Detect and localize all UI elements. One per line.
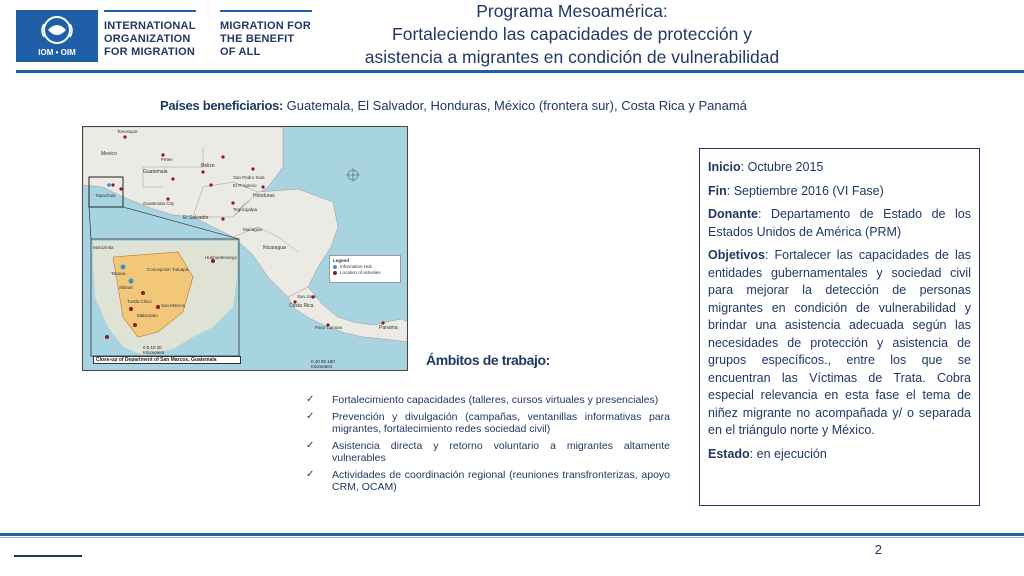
map-label-el-progreso: El Progreso [233,183,257,188]
ambitos-list [306,394,670,498]
footer-divider [0,533,1024,536]
map-label-tuxtla-chico: Tuxtla Chico [127,299,152,304]
estado: Estado: en ejecución [708,446,827,461]
map-label-san-jose: San Jose [297,294,316,299]
map-scale-main: 0 40 80 160 Kilometers [311,359,335,369]
map-label-tacana: Tacana [111,271,126,276]
hub-marker-icon [333,265,337,269]
map-scale: 0 5 10 20 Kilometers [143,345,165,355]
map-label-san-pedro-sula: San Pedro Sula [233,175,265,180]
paises-label: Países beneficiarios: [160,98,284,113]
page-number: 2 [874,542,882,557]
map-label-san-marcos: San Marcos [161,303,186,308]
map-label-panama: Panama [379,325,398,331]
org-slogan: MIGRATION FOR THE BENEFIT OF ALL [220,10,312,59]
map-label-tegucigalpa: Tegucigalpa [233,207,258,212]
map-label-tenosique: Tenosique [117,129,138,134]
inicio: Inicio: Octubre 2015 [708,160,824,174]
checkmark-icon: ✓ [306,411,315,422]
donante: Donante: Departamento de Estado de los Estados Unidos de América (PRM) [708,207,971,239]
paises-value: Guatemala, El Salvador, Honduras, México (frontera sur), Costa Rica y Panamá [283,98,747,113]
map-label-peten: Peten [161,157,173,162]
ambitos-title: Ámbitos de trabajo: [426,352,550,368]
checkmark-icon: ✓ [306,469,315,480]
objetivos: Objetivos: Fortalecer las capacidades de las entidades gubernamentales y sociedad civil para mejorar la detección de personas migrantes en condición de vulnerabilidad y brindar una asistencia adecuada según las necesidades de protección y asistencia de grupos específicos., entre los que se encuentran las Víctimas de Trata. Cobra especial relevancia en esta fase el tema de niñez migrante no acompañada y/ o separada en el triángulo norte y México. [708,248,971,437]
map-label-honduras: Honduras [253,193,275,199]
footer-mark [14,555,82,557]
list-item: ✓ Asistencia directa y retorno voluntario a migrantes altamente vulnerables [306,440,670,464]
program-info-box [699,148,980,506]
map-label-mexico: Mexico [101,151,117,157]
map-label-paso-canoas: Paso Canoas [315,325,343,330]
map-label-belize: Belize [201,163,215,169]
map-label-guatemala-city: Guatemala City [143,201,175,206]
logo-text: IOM • OIM [38,48,76,57]
header-divider [16,70,1024,73]
region-map [82,126,408,371]
map-label-malacatan: Malacatan [137,313,158,318]
slide-title: Programa Mesoamérica: Fortaleciendo las capacidades de protección y asistencia a migrantes en condición de vulnerabilidad [364,1,780,67]
checkmark-icon: ✓ [306,440,315,451]
org-name-en: INTERNATIONAL ORGANIZATION FOR MIGRATION [104,10,196,59]
map-label-sibinal: Sibinal [119,285,133,290]
map-label-guatemala: Guatemala [143,169,168,175]
map-label-tapachula: Tapachula [95,193,116,198]
list-item: ✓ Fortalecimiento capacidades (talleres, cursos virtuales y presenciales) [306,394,659,406]
fin: Fin: Septiembre 2016 (VI Fase) [708,183,884,198]
list-item: ✓ Actividades de coordinación regional (reuniones transfronterizas, apoyo CRM, OCAM) [306,469,670,493]
map-label-motozintla: Motozintla [93,245,114,250]
iom-logo [16,10,98,62]
checkmark-icon: ✓ [306,394,315,405]
map-label-concepcion: Concepcion Tutuapa [147,267,189,272]
map-legend: Legend Information Hub Location of activities [329,255,401,283]
map-label-costa-rica: Costa Rica [289,303,314,309]
map-label-huehuetenango: Huehuetenango [205,255,238,260]
map-label-nicaragua: Nicaragua [263,245,286,251]
activity-marker-icon [333,271,337,275]
list-item: ✓ Prevención y divulgación (campañas, ventanillas informativas para migrantes, fortalecimiento redes sociedad civil) [306,411,670,435]
map-label-el-salvador: El Salvador [183,215,209,221]
map-label-managua: Managua [243,227,262,232]
map-inset-caption: Close-up of Department of San Marcos, Guatemala [93,356,241,364]
paises-beneficiarios [160,98,747,113]
